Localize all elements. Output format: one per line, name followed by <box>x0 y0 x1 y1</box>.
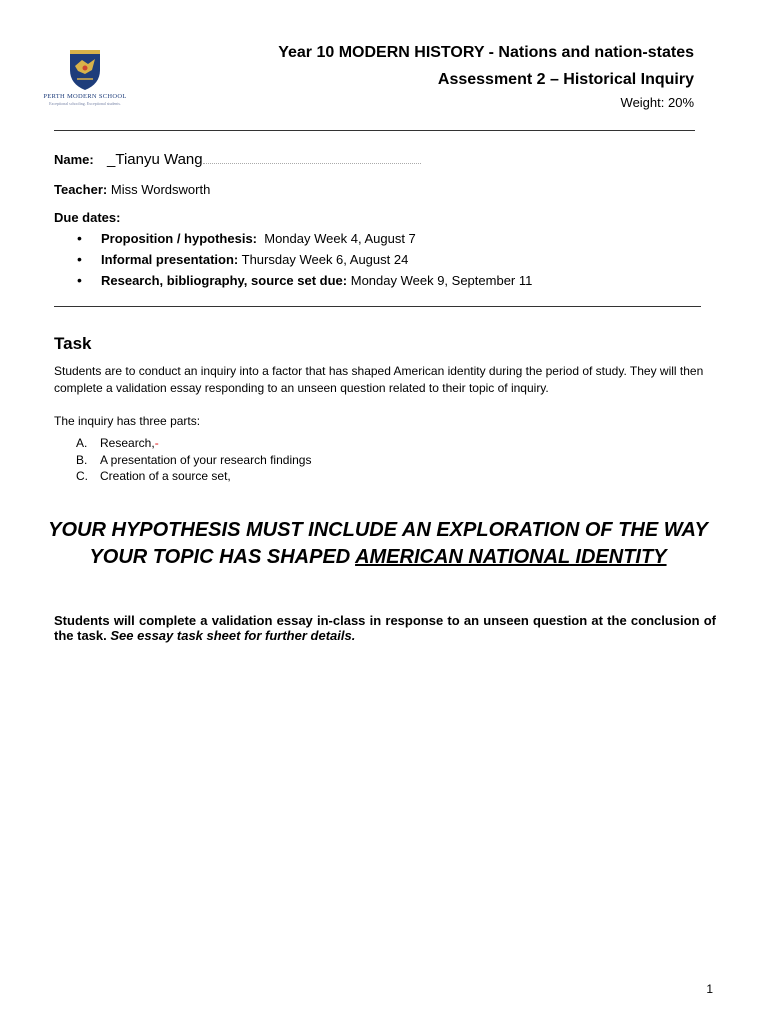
task-heading: Task <box>54 334 92 353</box>
name-value: _Tianyu Wang <box>107 151 203 168</box>
assessment-title: Assessment 2 – Historical Inquiry <box>437 71 694 88</box>
part-item: A. Research,- <box>76 436 159 450</box>
name-label: Name: <box>54 152 94 167</box>
due-date-item: • Informal presentation: Thursday Week 6, August 24 <box>54 252 532 273</box>
part-item: C. Creation of a source set, <box>76 469 231 483</box>
due-date-item: • Research, bibliography, source set due: Monday Week 9, September 11 <box>54 273 532 294</box>
teacher-label: Teacher: <box>54 182 108 197</box>
divider-middle <box>54 306 701 307</box>
page-number: 1 <box>706 982 713 996</box>
due-date-item: • Proposition / hypothesis: Monday Week 4, August 7 <box>54 231 532 252</box>
task-intro: Students are to conduct an inquiry into a factor that has shaped American identity during the period of study. They will then complete a validation essay responding to an unseen question related to their topic of inquiry. <box>54 364 704 395</box>
school-tagline: Exceptional schooling. Exceptional students. <box>49 101 121 106</box>
hypothesis-emphasis: YOUR HYPOTHESIS MUST INCLUDE AN EXPLORATION OF THE WAY YOUR TOPIC HAS SHAPED AMERICAN NATIONAL IDENTITY <box>48 519 708 568</box>
teacher-field <box>54 182 210 197</box>
closing-note: Students will complete a validation essay in-class in response to an unseen question at the conclusion of the task. See essay task sheet for further details. <box>54 613 716 643</box>
parts-list <box>54 436 311 486</box>
school-crest-icon <box>30 44 140 94</box>
due-dates-list <box>54 231 532 294</box>
name-field <box>54 151 421 168</box>
school-name: PERTH MODERN SCHOOL <box>43 93 127 100</box>
part-item: B. A presentation of your research findings <box>76 452 312 467</box>
teacher-value: Miss Wordsworth <box>110 182 211 197</box>
name-underline <box>203 163 421 164</box>
parts-intro: The inquiry has three parts: <box>54 414 201 428</box>
divider-top <box>54 130 695 131</box>
course-title: Year 10 MODERN HISTORY - Nations and nation-states <box>278 44 694 61</box>
weight-label: Weight: 20% <box>620 95 694 110</box>
due-dates-label: Due dates: <box>54 210 121 225</box>
